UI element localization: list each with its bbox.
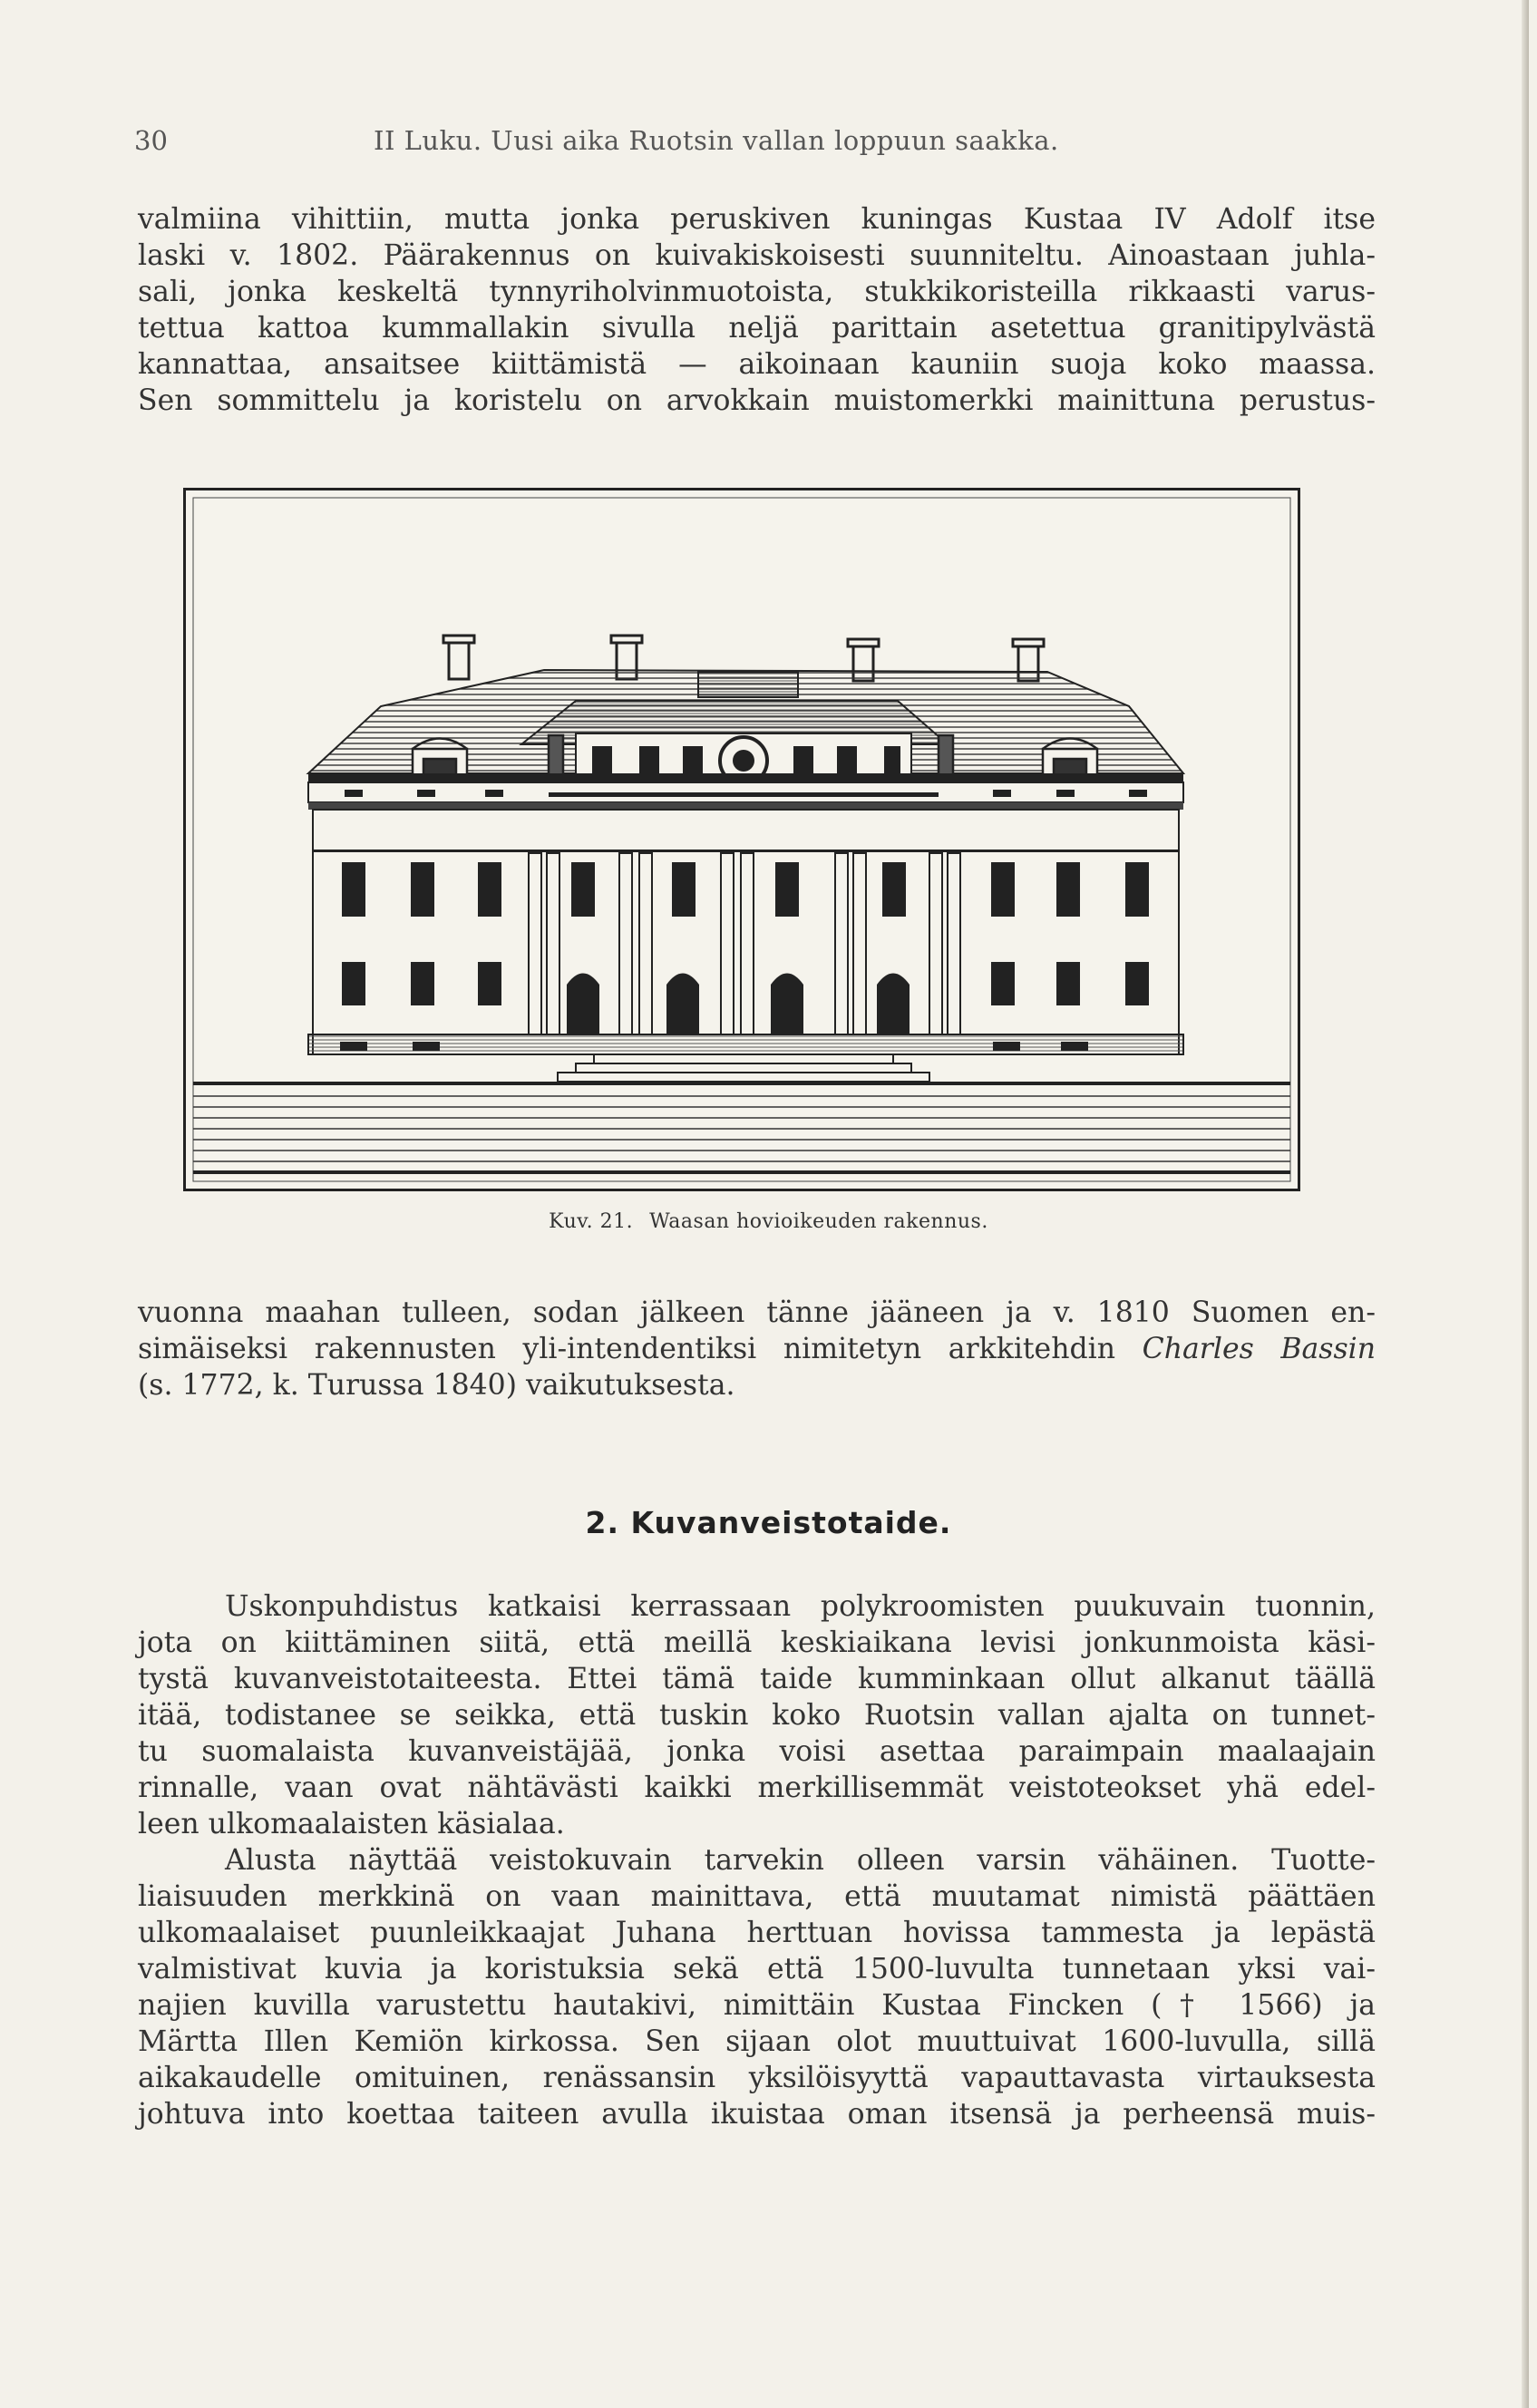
paragraph-after-figure-line: vuonna maahan tulleen, sodan jälkeen tänne jääneen ja v. 1810 Suomen en- <box>138 1296 1376 1329</box>
paragraph-top-line: valmiina vihittiin, mutta jonka peruskiven kuningas Kustaa IV Adolf itse <box>138 203 1376 236</box>
text-segment: Alusta näyttää veistokuvain tarvekin olleen varsin vähäinen. Tuotte- <box>225 1844 1376 1877</box>
paragraph-line: jota on kiittäminen siitä, että meillä keskiaikana levisi jonkunmoista käsi- <box>138 1626 1376 1659</box>
paragraph-top-line: Sen sommittelu ja koristelu on arvokkain muistomerkki mainittuna perustus- <box>138 384 1376 417</box>
paragraph-top-line: kannattaa, ansaitsee kiittämistä — aikoinaan kauniin suoja koko maassa. <box>138 348 1376 381</box>
text-segment: Uskonpuhdistus katkaisi kerrassaan polykroomisten puukuvain tuonnin, <box>225 1590 1376 1623</box>
figure-caption <box>0 1210 1537 1233</box>
paragraph-line: Märtta Illen Kemiön kirkossa. Sen sijaan olot muuttuivat 1600-luvulla, sillä <box>138 2025 1376 2058</box>
figure-label: Kuv. 21. <box>549 1210 634 1233</box>
paragraph-line: liaisuuden merkkinä on vaan mainittava, että muutamat nimistä päättäen <box>138 1880 1376 1913</box>
paragraph-line: leen ulkomaalaisten käsialaa. <box>138 1808 565 1840</box>
running-title: II Luku. Uusi aika Ruotsin vallan loppuun saakka. <box>374 125 1059 156</box>
page-edge <box>1522 0 1529 2408</box>
section-heading: 2. Kuvanveistotaide. <box>585 1505 952 1540</box>
architect-name: Charles Bassin <box>1142 1333 1376 1365</box>
paragraph-line <box>138 1588 1376 1626</box>
figure-caption-text: Waasan hovioikeuden rakennus. <box>649 1210 988 1233</box>
building-engraving <box>183 488 1300 1191</box>
paragraph-line: aikakaudelle omituinen, renässansin yksilöisyyttä vapauttavasta virtauksesta <box>138 2062 1376 2094</box>
paragraph-line <box>138 1842 1376 1879</box>
paragraph-line: najien kuvilla varustettu hautakivi, nimittäin Kustaa Fincken († 1566) ja <box>138 1989 1376 2022</box>
paragraph-line: johtuva into koettaa taiteen avulla ikuistaa oman itsensä ja perheensä muis- <box>138 2098 1376 2131</box>
paragraph-line: ulkomaalaiset puunleikkaajat Juhana herttuan hovissa tammesta ja lepästä <box>138 1917 1376 1949</box>
paragraph-line: valmistivat kuvia ja koristuksia sekä että 1500-luvulta tunnetaan yksi vai- <box>138 1953 1376 1986</box>
paragraph-line: itää, todistanee se seikka, että tuskin koko Ruotsin vallan ajalta on tunnet- <box>138 1699 1376 1732</box>
paragraph-top-line: tettua kattoa kummallakin sivulla neljä parittain asetettua granitipylvästä <box>138 312 1376 345</box>
paragraph-after-figure-line: (s. 1772, k. Turussa 1840) vaikutuksesta. <box>138 1369 735 1402</box>
paragraph-after-figure-line <box>138 1331 1376 1368</box>
paragraph-top-line: laski v. 1802. Päärakennus on kuivakiskoisesti suunniteltu. Ainoastaan juhla- <box>138 239 1376 272</box>
paragraph-line: tu suomalaista kuvanveistäjää, jonka voisi asettaa paraimpain maalaajain <box>138 1735 1376 1768</box>
paragraph-line: tystä kuvanveistotaiteesta. Ettei tämä taide kumminkaan ollut alkanut täällä <box>138 1663 1376 1695</box>
building-illustration <box>186 490 1298 1189</box>
page-number: 30 <box>134 125 168 156</box>
paragraph-top-line: sali, jonka keskeltä tynnyriholvinmuotoista, stukkikoristeilla rikkaasti varus- <box>138 276 1376 308</box>
paragraph-line: rinnalle, vaan ovat nähtävästi kaikki merkillisemmät veistoteokset yhä edel- <box>138 1772 1376 1804</box>
text-segment: simäiseksi rakennusten yli-intendentiksi nimitetyn arkkitehdin <box>138 1333 1143 1365</box>
